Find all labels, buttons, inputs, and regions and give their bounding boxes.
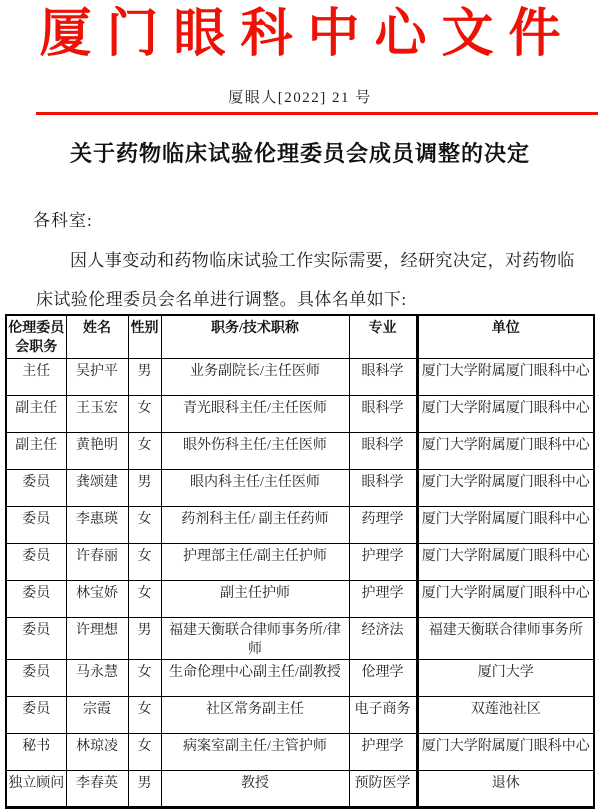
cell-specialty: 眼科学 (349, 469, 417, 506)
cell-position: 生命伦理中心副主任/副教授 (161, 659, 349, 696)
cell-gender: 男 (128, 469, 161, 506)
cell-gender: 女 (128, 506, 161, 543)
cell-name: 许理想 (66, 617, 128, 659)
table-row (6, 770, 594, 807)
cell-role: 委员 (6, 469, 66, 506)
cell-specialty: 眼科学 (349, 358, 417, 395)
cell-organization: 厦门大学附属厦门眼科中心 (417, 506, 594, 543)
cell-role: 委员 (6, 543, 66, 580)
table-row (6, 469, 594, 506)
cell-specialty: 经济法 (349, 617, 417, 659)
cell-gender: 女 (128, 696, 161, 733)
cell-gender: 女 (128, 543, 161, 580)
cell-position: 社区常务副主任 (161, 696, 349, 733)
cell-specialty: 护理学 (349, 733, 417, 770)
cell-name: 李惠瑛 (66, 506, 128, 543)
header-cell-specialty: 专业 (349, 315, 417, 358)
cell-role: 副主任 (6, 432, 66, 469)
cell-name: 林宝娇 (66, 580, 128, 617)
cell-role: 副主任 (6, 395, 66, 432)
red-divider-line (36, 112, 598, 115)
cell-name: 吴护平 (66, 358, 128, 395)
cell-role: 独立顾问 (6, 770, 66, 807)
table-header-row (6, 315, 594, 358)
cell-gender: 女 (128, 432, 161, 469)
cell-position: 药剂科主任/ 副主任药师 (161, 506, 349, 543)
cell-gender: 女 (128, 580, 161, 617)
cell-position: 护理部主任/副主任护师 (161, 543, 349, 580)
cell-gender: 男 (128, 358, 161, 395)
cell-specialty: 护理学 (349, 543, 417, 580)
header-cell-position: 职务/技术职称 (161, 315, 349, 358)
cell-organization: 厦门大学附属厦门眼科中心 (417, 543, 594, 580)
cell-role: 委员 (6, 659, 66, 696)
table-row (6, 580, 594, 617)
table-row (6, 358, 594, 395)
cell-organization: 退休 (417, 770, 594, 807)
committee-members-table (5, 314, 595, 809)
cell-name: 龚颂建 (66, 469, 128, 506)
header-cell-role: 伦理委员会职务 (6, 315, 66, 358)
cell-gender: 男 (128, 617, 161, 659)
cell-position: 病案室副主任/主管护师 (161, 733, 349, 770)
table-body (6, 358, 594, 807)
cell-position: 教授 (161, 770, 349, 807)
org-title: 厦门眼科中心文件 (39, 6, 576, 63)
cell-name: 林琼凌 (66, 733, 128, 770)
table-row (6, 733, 594, 770)
cell-position: 业务副院长/主任医师 (161, 358, 349, 395)
cell-role: 秘书 (6, 733, 66, 770)
table-row (6, 395, 594, 432)
cell-gender: 女 (128, 395, 161, 432)
cell-specialty: 眼科学 (349, 432, 417, 469)
table-row (6, 617, 594, 659)
cell-gender: 男 (128, 770, 161, 807)
cell-name: 王玉宏 (66, 395, 128, 432)
cell-specialty: 药理学 (349, 506, 417, 543)
cell-organization: 厦门大学附属厦门眼科中心 (417, 469, 594, 506)
cell-position: 青光眼科主任/主任医师 (161, 395, 349, 432)
cell-position: 眼外伤科主任/主任医师 (161, 432, 349, 469)
header-cell-gender: 性别 (128, 315, 161, 358)
table-row (6, 432, 594, 469)
table-row (6, 659, 594, 696)
cell-organization: 厦门大学附属厦门眼科中心 (417, 580, 594, 617)
cell-specialty: 预防医学 (349, 770, 417, 807)
cell-organization: 福建天衡联合律师事务所 (417, 617, 594, 659)
cell-name: 许春丽 (66, 543, 128, 580)
document-title: 关于药物临床试验伦理委员会成员调整的决定 (69, 141, 530, 166)
table-row (6, 506, 594, 543)
cell-gender: 女 (128, 659, 161, 696)
cell-role: 委员 (6, 617, 66, 659)
cell-name: 宗霞 (66, 696, 128, 733)
cell-organization: 厦门大学附属厦门眼科中心 (417, 358, 594, 395)
cell-specialty: 伦理学 (349, 659, 417, 696)
cell-name: 马永慧 (66, 659, 128, 696)
body-paragraph-line-1: 因人事变动和药物临床试验工作实际需要，经研究决定，对药物临 (70, 251, 575, 270)
header-cell-name: 姓名 (66, 315, 128, 358)
cell-organization: 厦门大学 (417, 659, 594, 696)
cell-specialty: 眼科学 (349, 395, 417, 432)
header-cell-organization: 单位 (417, 315, 594, 358)
body-paragraph-line-2: 床试验伦理委员会名单进行调整。具体名单如下: (36, 290, 407, 309)
cell-role: 委员 (6, 580, 66, 617)
cell-role: 主任 (6, 358, 66, 395)
table-row (6, 696, 594, 733)
document-number: 厦眼人[2022] 21 号 (228, 90, 372, 106)
salutation: 各科室: (33, 211, 93, 230)
cell-name: 黄艳明 (66, 432, 128, 469)
cell-organization: 厦门大学附属厦门眼科中心 (417, 733, 594, 770)
cell-organization: 厦门大学附属厦门眼科中心 (417, 395, 594, 432)
cell-specialty: 护理学 (349, 580, 417, 617)
cell-specialty: 电子商务 (349, 696, 417, 733)
table-row (6, 543, 594, 580)
cell-gender: 女 (128, 733, 161, 770)
cell-position: 眼内科主任/主任医师 (161, 469, 349, 506)
cell-organization: 双莲池社区 (417, 696, 594, 733)
cell-name: 李春英 (66, 770, 128, 807)
cell-role: 委员 (6, 696, 66, 733)
cell-position: 副主任护师 (161, 580, 349, 617)
cell-position: 福建天衡联合律师事务所/律师 (161, 617, 349, 659)
cell-role: 委员 (6, 506, 66, 543)
cell-organization: 厦门大学附属厦门眼科中心 (417, 432, 594, 469)
